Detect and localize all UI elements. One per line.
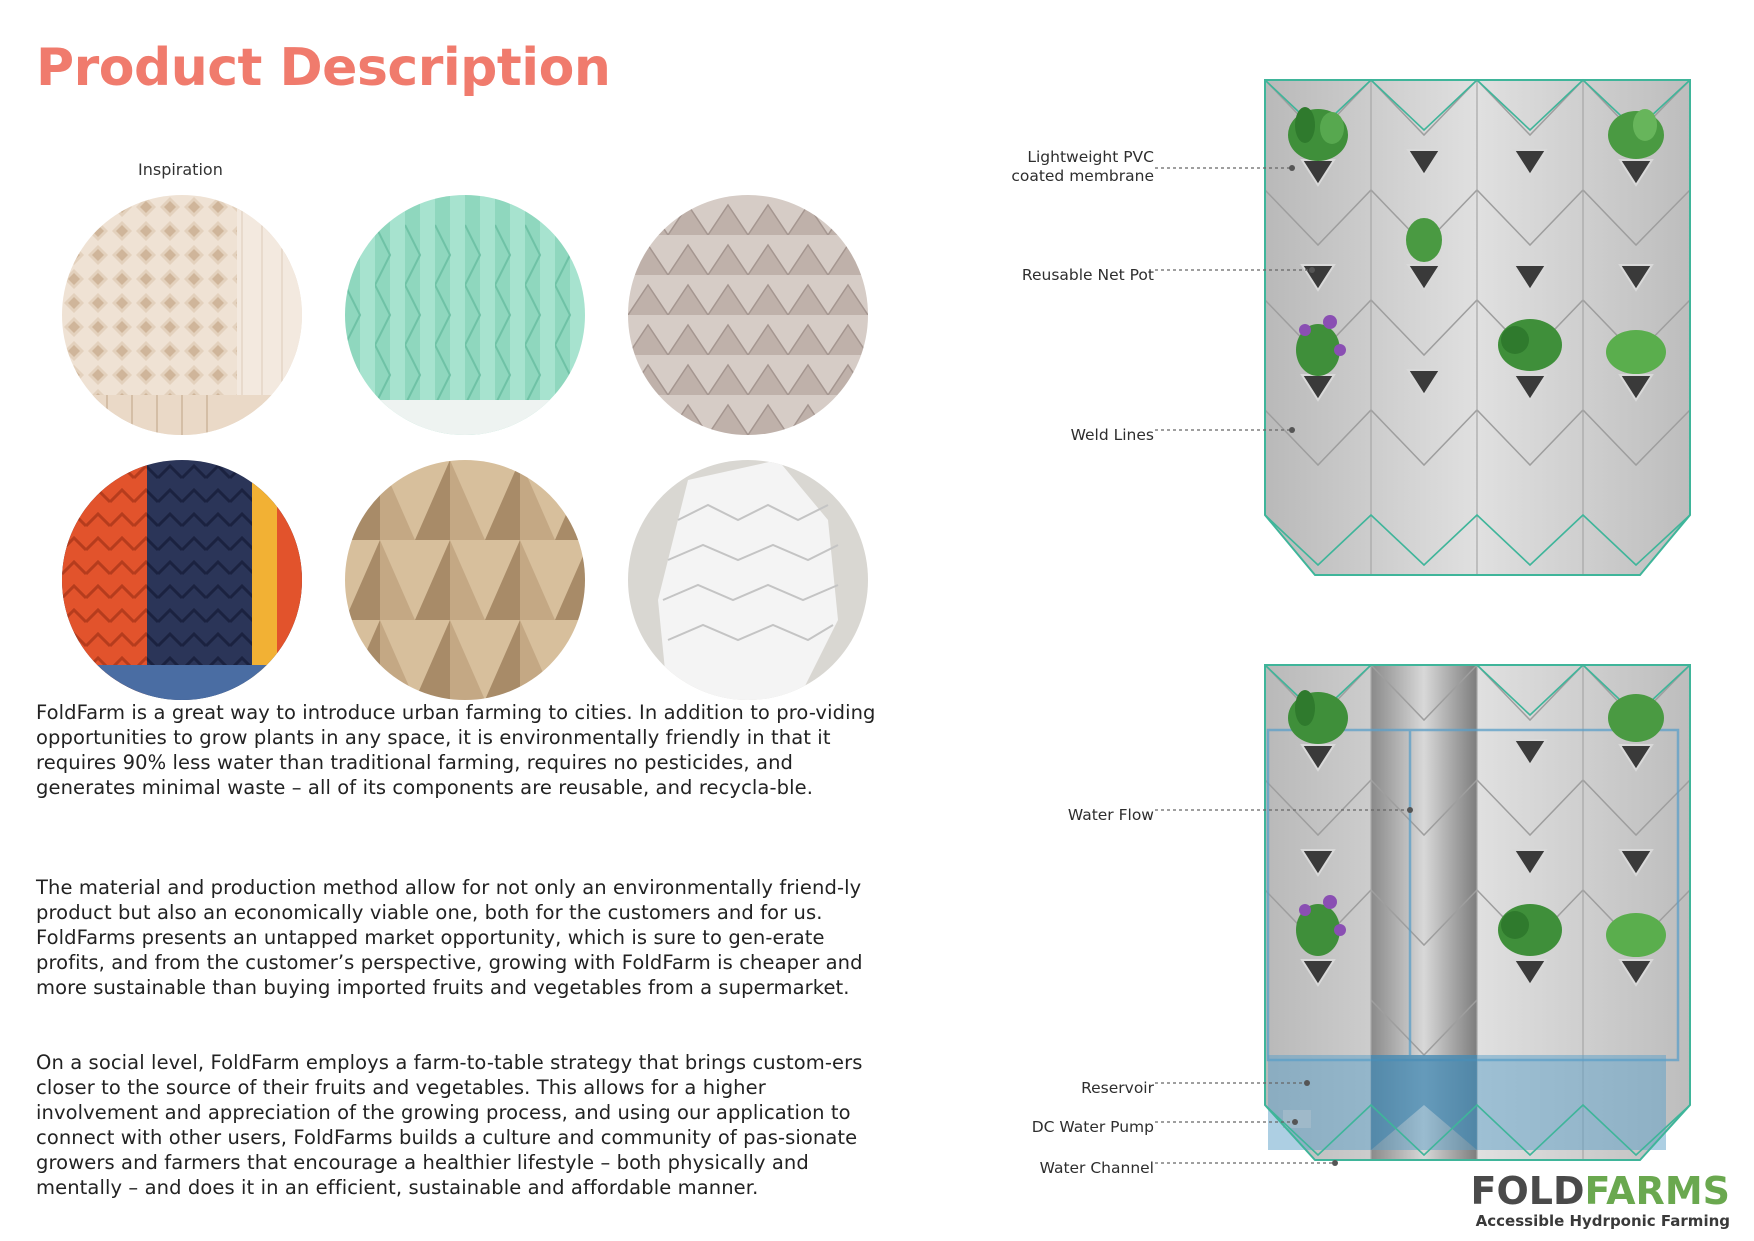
paragraph-intro: FoldFarm is a great way to introduce urban farming to cities. In addition to pro-viding opportunities to grow plants in any space, it is environmentally friendly in that it requires 90% less water than traditional farming, requires no pesticides, and generates minimal waste – all of its components are reusable, and recycla-ble. xyxy=(36,701,876,799)
plant-icon xyxy=(1608,694,1664,742)
label-water-channel: Water Channel xyxy=(1039,1159,1154,1177)
plant-icon xyxy=(1498,319,1562,371)
label-net-pot: Reusable Net Pot xyxy=(1021,266,1154,284)
plant-icon xyxy=(1406,218,1442,262)
plant-icon xyxy=(1606,913,1666,957)
page-title: Product Description xyxy=(36,38,611,98)
plant-icon xyxy=(1498,904,1562,956)
paragraph-economics: The material and production method allow for not only an environmentally friend-ly product but also an economically viable one, both for the customers and for us. FoldFarms presents an untapped market opportunity, which is sure to gen-erate profits, and from the customer’s perspective, growing with FoldFarm is cheaper and more sustainable than buying imported fruits and vegetables from a supermarket. xyxy=(36,876,863,999)
label-weld-lines: Weld Lines xyxy=(1070,426,1154,444)
inspiration-label: Inspiration xyxy=(138,160,223,179)
logo-wordmark xyxy=(1470,1169,1730,1213)
top-panel xyxy=(1265,80,1690,575)
plant-icon xyxy=(1288,107,1348,161)
label-dc-water-pump: DC Water Pump xyxy=(1031,1118,1154,1136)
label-pvc-membrane: Lightweight PVC coated membrane xyxy=(1011,148,1154,185)
bottom-panel xyxy=(1265,665,1690,1160)
label-water-flow: Water Flow xyxy=(1067,806,1154,824)
logo-fold: FOLD xyxy=(1470,1169,1585,1213)
plant-icon xyxy=(1606,330,1666,374)
logo-tagline: Accessible Hydrponic Farming xyxy=(1475,1212,1730,1230)
foldfarms-logo xyxy=(1470,1169,1730,1230)
paragraph-social: On a social level, FoldFarm employs a farm-to-table strategy that brings custom-ers closer to the source of their fruits and vegetables. This allows for a higher involvement and appreciation of the growing process, and using our application to connect with other users, FoldFarms builds a culture and community of pas-sionate growers and farmers that encourage a healthier lifestyle – both physically and mentally – and does it in an efficient, sustainable and affordable manner. xyxy=(36,1051,863,1199)
label-reservoir: Reservoir xyxy=(1081,1079,1154,1097)
logo-farms: FARMS xyxy=(1584,1169,1730,1213)
